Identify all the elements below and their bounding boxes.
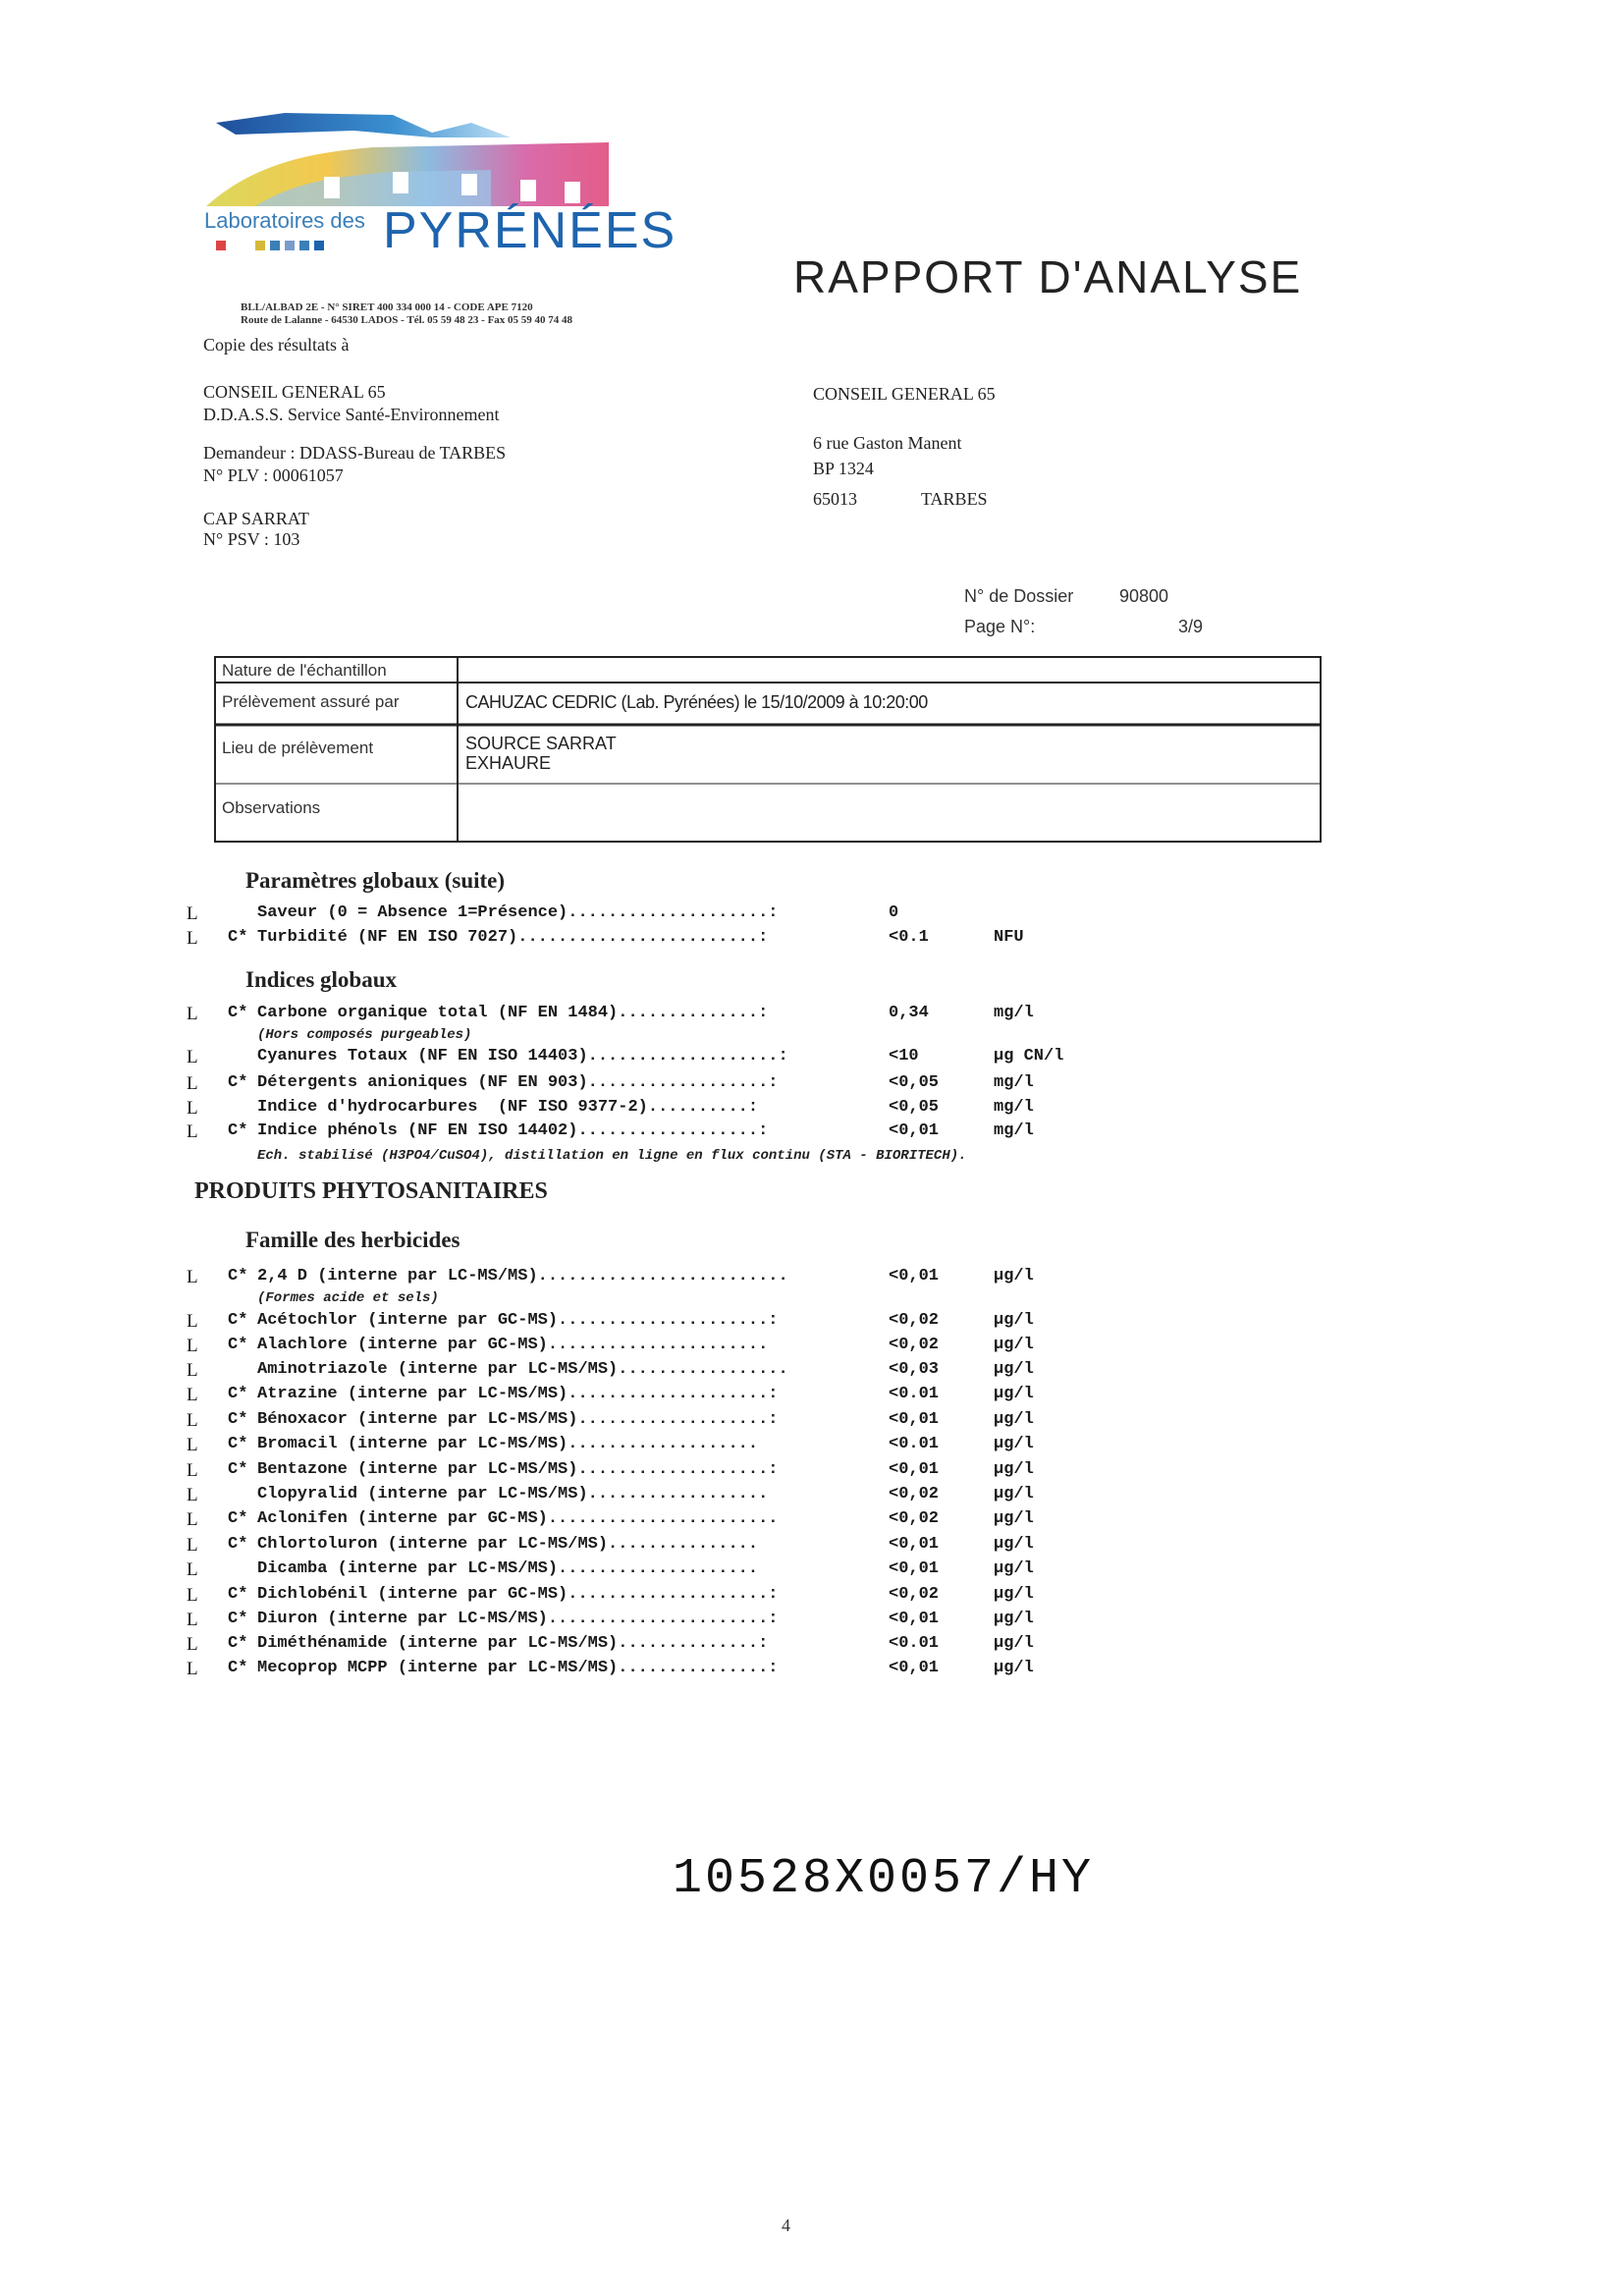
recipient-city: TARBES xyxy=(921,489,988,509)
row-accreditation: C* xyxy=(228,1585,248,1604)
lab-address-line2: Route de Lalanne - 64530 LADOS - Tél. 05 59 48 23 - Fax 05 59 40 74 48 xyxy=(241,314,573,326)
row-value: <0,05 xyxy=(889,1073,940,1092)
row-value: <0,02 xyxy=(889,1336,940,1354)
row-value: <0.1 xyxy=(889,928,929,947)
table-row xyxy=(0,1360,1623,1384)
row-flag: L xyxy=(187,1047,198,1067)
row-accreditation: C* xyxy=(228,1311,248,1330)
row-parameter: Carbone organique total (NF EN 1484)..............: xyxy=(257,1004,769,1022)
row-flag: L xyxy=(187,1509,198,1530)
requester-line1: Demandeur : DDASS-Bureau de TARBES xyxy=(203,443,507,463)
row-unit: mg/l xyxy=(994,1121,1034,1140)
row-unit: µg/l xyxy=(994,1535,1034,1554)
row-parameter: Cyanures Totaux (NF EN ISO 14403)...................: xyxy=(257,1047,788,1066)
site-line2: N° PSV : 103 xyxy=(203,529,300,549)
requester-line2: N° PLV : 00061057 xyxy=(203,465,344,485)
row-accreditation: C* xyxy=(228,1073,248,1092)
row-unit: µg/l xyxy=(994,1410,1034,1429)
row-accreditation: C* xyxy=(228,1121,248,1140)
row-value: <0,02 xyxy=(889,1509,940,1528)
row-value: <0,01 xyxy=(889,1267,940,1285)
row-flag: L xyxy=(187,1073,198,1094)
note-24d: (Formes acide et sels) xyxy=(257,1290,439,1306)
row-flag: L xyxy=(187,1360,198,1381)
row-unit: NFU xyxy=(994,928,1024,947)
row-accreditation: C* xyxy=(228,1267,248,1285)
row-unit: mg/l xyxy=(994,1073,1034,1092)
page-number: 4 xyxy=(782,2215,790,2235)
sample-info-table-borders xyxy=(214,656,1322,843)
note-phenols: Ech. stabilisé (H3PO4/CuSO4), distillation en ligne en flux continu (STA - BIORITECH). xyxy=(257,1148,967,1164)
info-label-observations: Observations xyxy=(222,798,321,817)
info-value-lieu2: EXHAURE xyxy=(465,753,552,773)
section-phyto: PRODUITS PHYTOSANITAIRES xyxy=(194,1178,548,1204)
table-row xyxy=(0,1485,1623,1508)
table-row xyxy=(0,1610,1623,1633)
row-parameter: Diuron (interne par LC-MS/MS)......................: xyxy=(257,1610,779,1628)
row-unit: µg/l xyxy=(994,1360,1034,1379)
row-value: <0,02 xyxy=(889,1485,940,1503)
row-value: <0,02 xyxy=(889,1585,940,1604)
recipient-bp: BP 1324 xyxy=(813,459,874,478)
row-value: <0,01 xyxy=(889,1559,940,1578)
row-value: <0,01 xyxy=(889,1410,940,1429)
row-flag: L xyxy=(187,1410,198,1431)
sample-info-table xyxy=(214,656,1322,843)
row-value: <0,01 xyxy=(889,1659,940,1677)
row-value: 0,34 xyxy=(889,1004,929,1022)
copy-to-label: Copie des résultats à xyxy=(203,335,350,355)
row-unit: µg/l xyxy=(994,1460,1034,1479)
site-line1: CAP SARRAT xyxy=(203,509,309,528)
table-row xyxy=(0,1559,1623,1583)
row-value: <0,03 xyxy=(889,1360,940,1379)
row-flag: L xyxy=(187,1336,198,1356)
row-parameter: Mecoprop MCPP (interne par LC-MS/MS)...............: xyxy=(257,1659,779,1677)
row-flag: L xyxy=(187,1535,198,1556)
table-row xyxy=(0,1410,1623,1434)
row-parameter: Indice d'hydrocarbures (NF ISO 9377-2)..........: xyxy=(257,1098,759,1117)
table-row xyxy=(0,903,1623,927)
lab-address-line1: BLL/ALBAD 2E - N° SIRET 400 334 000 14 - CODE APE 7120 xyxy=(241,301,533,313)
info-value-prelevement: CAHUZAC CEDRIC (Lab. Pyrénées) le 15/10/2009 à 10:20:00 xyxy=(465,692,928,712)
row-value: <10 xyxy=(889,1047,919,1066)
row-accreditation: C* xyxy=(228,1435,248,1453)
row-unit: µg/l xyxy=(994,1485,1034,1503)
table-row xyxy=(0,1311,1623,1335)
row-parameter: Turbidité (NF EN ISO 7027)........................: xyxy=(257,928,769,947)
dossier-value: 90800 xyxy=(1119,586,1169,606)
row-flag: L xyxy=(187,1435,198,1455)
row-parameter: 2,4 D (interne par LC-MS/MS)......................... xyxy=(257,1267,788,1285)
table-row xyxy=(0,1336,1623,1359)
row-flag: L xyxy=(187,1485,198,1505)
table-row xyxy=(0,1004,1623,1027)
section-herbicides: Famille des herbicides xyxy=(245,1228,460,1252)
row-unit: µg/l xyxy=(994,1267,1034,1285)
table-row xyxy=(0,1535,1623,1558)
page-label: Page N°: xyxy=(964,617,1036,636)
info-label-lieu: Lieu de prélèvement xyxy=(222,738,374,757)
document-reference: 10528X0057/HY xyxy=(673,1851,1095,1907)
table-row xyxy=(0,1098,1623,1121)
table-row xyxy=(0,1460,1623,1484)
row-value: <0.01 xyxy=(889,1634,940,1653)
copy-to-line1: CONSEIL GENERAL 65 xyxy=(203,382,386,402)
row-value: <0,01 xyxy=(889,1610,940,1628)
row-parameter: Aclonifen (interne par GC-MS)....................... xyxy=(257,1509,779,1528)
row-flag: L xyxy=(187,1311,198,1332)
table-row xyxy=(0,1659,1623,1682)
row-accreditation: C* xyxy=(228,1634,248,1653)
note-cot: (Hors composés purgeables) xyxy=(257,1027,472,1043)
row-value: <0.01 xyxy=(889,1385,940,1403)
section-params-globaux: Paramètres globaux (suite) xyxy=(245,868,506,893)
row-value: 0 xyxy=(889,903,899,922)
row-parameter: Dicamba (interne par LC-MS/MS).................... xyxy=(257,1559,759,1578)
row-value: <0,01 xyxy=(889,1535,940,1554)
page-value: 3/9 xyxy=(1178,617,1204,636)
copy-to-line2: D.D.A.S.S. Service Santé-Environnement xyxy=(203,405,500,424)
row-accreditation: C* xyxy=(228,1610,248,1628)
dossier-label: N° de Dossier xyxy=(964,586,1074,606)
row-parameter: Dichlobénil (interne par GC-MS)....................: xyxy=(257,1585,779,1604)
row-parameter: Chlortoluron (interne par LC-MS/MS)............... xyxy=(257,1535,759,1554)
row-unit: µg/l xyxy=(994,1311,1034,1330)
row-value: <0,01 xyxy=(889,1460,940,1479)
row-parameter: Acétochlor (interne par GC-MS).....................: xyxy=(257,1311,779,1330)
row-accreditation: C* xyxy=(228,1509,248,1528)
row-unit: µg/l xyxy=(994,1559,1034,1578)
logo-name-small: Laboratoires des xyxy=(204,208,365,233)
row-value: <0,05 xyxy=(889,1098,940,1117)
row-parameter: Alachlore (interne par GC-MS)...................... xyxy=(257,1336,769,1354)
row-unit: µg/l xyxy=(994,1336,1034,1354)
row-accreditation: C* xyxy=(228,928,248,947)
row-flag: L xyxy=(187,928,198,949)
row-flag: L xyxy=(187,1460,198,1481)
row-parameter: Saveur (0 = Absence 1=Présence)....................: xyxy=(257,903,779,922)
row-flag: L xyxy=(187,1634,198,1655)
row-accreditation: C* xyxy=(228,1385,248,1403)
lab-address xyxy=(241,301,633,327)
row-flag: L xyxy=(187,1385,198,1405)
row-flag: L xyxy=(187,1610,198,1630)
row-parameter: Bentazone (interne par LC-MS/MS)...................: xyxy=(257,1460,779,1479)
row-unit: µg CN/l xyxy=(994,1047,1064,1066)
table-row xyxy=(0,1385,1623,1408)
row-unit: mg/l xyxy=(994,1004,1034,1022)
info-label-nature: Nature de l'échantillon xyxy=(222,661,387,680)
row-parameter: Bromacil (interne par LC-MS/MS)................... xyxy=(257,1435,759,1453)
row-accreditation: C* xyxy=(228,1659,248,1677)
logo-name-big: PYRÉNÉES xyxy=(383,202,677,259)
row-parameter: Clopyralid (interne par LC-MS/MS).................. xyxy=(257,1485,769,1503)
row-value: <0.01 xyxy=(889,1435,940,1453)
table-row xyxy=(0,1073,1623,1097)
row-parameter: Bénoxacor (interne par LC-MS/MS)...................: xyxy=(257,1410,779,1429)
table-row xyxy=(0,1585,1623,1609)
row-flag: L xyxy=(187,1098,198,1119)
row-accreditation: C* xyxy=(228,1460,248,1479)
table-row xyxy=(0,1047,1623,1070)
row-parameter: Indice phénols (NF EN ISO 14402)..................: xyxy=(257,1121,769,1140)
row-parameter: Diméthénamide (interne par LC-MS/MS)..............: xyxy=(257,1634,769,1653)
row-unit: µg/l xyxy=(994,1610,1034,1628)
recipient-name: CONSEIL GENERAL 65 xyxy=(813,384,996,404)
row-flag: L xyxy=(187,1267,198,1287)
row-value: <0,02 xyxy=(889,1311,940,1330)
row-flag: L xyxy=(187,1659,198,1679)
row-accreditation: C* xyxy=(228,1535,248,1554)
row-unit: µg/l xyxy=(994,1509,1034,1528)
row-parameter: Aminotriazole (interne par LC-MS/MS)................. xyxy=(257,1360,788,1379)
row-unit: µg/l xyxy=(994,1585,1034,1604)
row-unit: µg/l xyxy=(994,1634,1034,1653)
row-parameter: Atrazine (interne par LC-MS/MS)....................: xyxy=(257,1385,779,1403)
row-accreditation: C* xyxy=(228,1336,248,1354)
recipient-postcode: 65013 xyxy=(813,489,857,509)
row-value: <0,01 xyxy=(889,1121,940,1140)
table-row xyxy=(0,1267,1623,1290)
table-row xyxy=(0,928,1623,952)
info-value-lieu: SOURCE SARRAT xyxy=(465,734,617,753)
table-row xyxy=(0,1509,1623,1533)
section-indices-globaux: Indices globaux xyxy=(245,967,398,992)
table-row xyxy=(0,1634,1623,1658)
row-accreditation: C* xyxy=(228,1004,248,1022)
row-flag: L xyxy=(187,1585,198,1606)
row-flag: L xyxy=(187,1121,198,1142)
row-parameter: Détergents anioniques (NF EN 903)..................: xyxy=(257,1073,779,1092)
row-unit: µg/l xyxy=(994,1659,1034,1677)
row-unit: µg/l xyxy=(994,1385,1034,1403)
row-unit: µg/l xyxy=(994,1435,1034,1453)
recipient-street: 6 rue Gaston Manent xyxy=(813,433,962,453)
row-flag: L xyxy=(187,903,198,924)
table-row xyxy=(0,1121,1623,1145)
table-row xyxy=(0,1435,1623,1458)
row-unit: mg/l xyxy=(994,1098,1034,1117)
report-title: RAPPORT D'ANALYSE xyxy=(793,251,1303,302)
info-label-prelevement: Prélèvement assuré par xyxy=(222,692,400,711)
row-accreditation: C* xyxy=(228,1410,248,1429)
row-flag: L xyxy=(187,1559,198,1580)
row-flag: L xyxy=(187,1004,198,1024)
